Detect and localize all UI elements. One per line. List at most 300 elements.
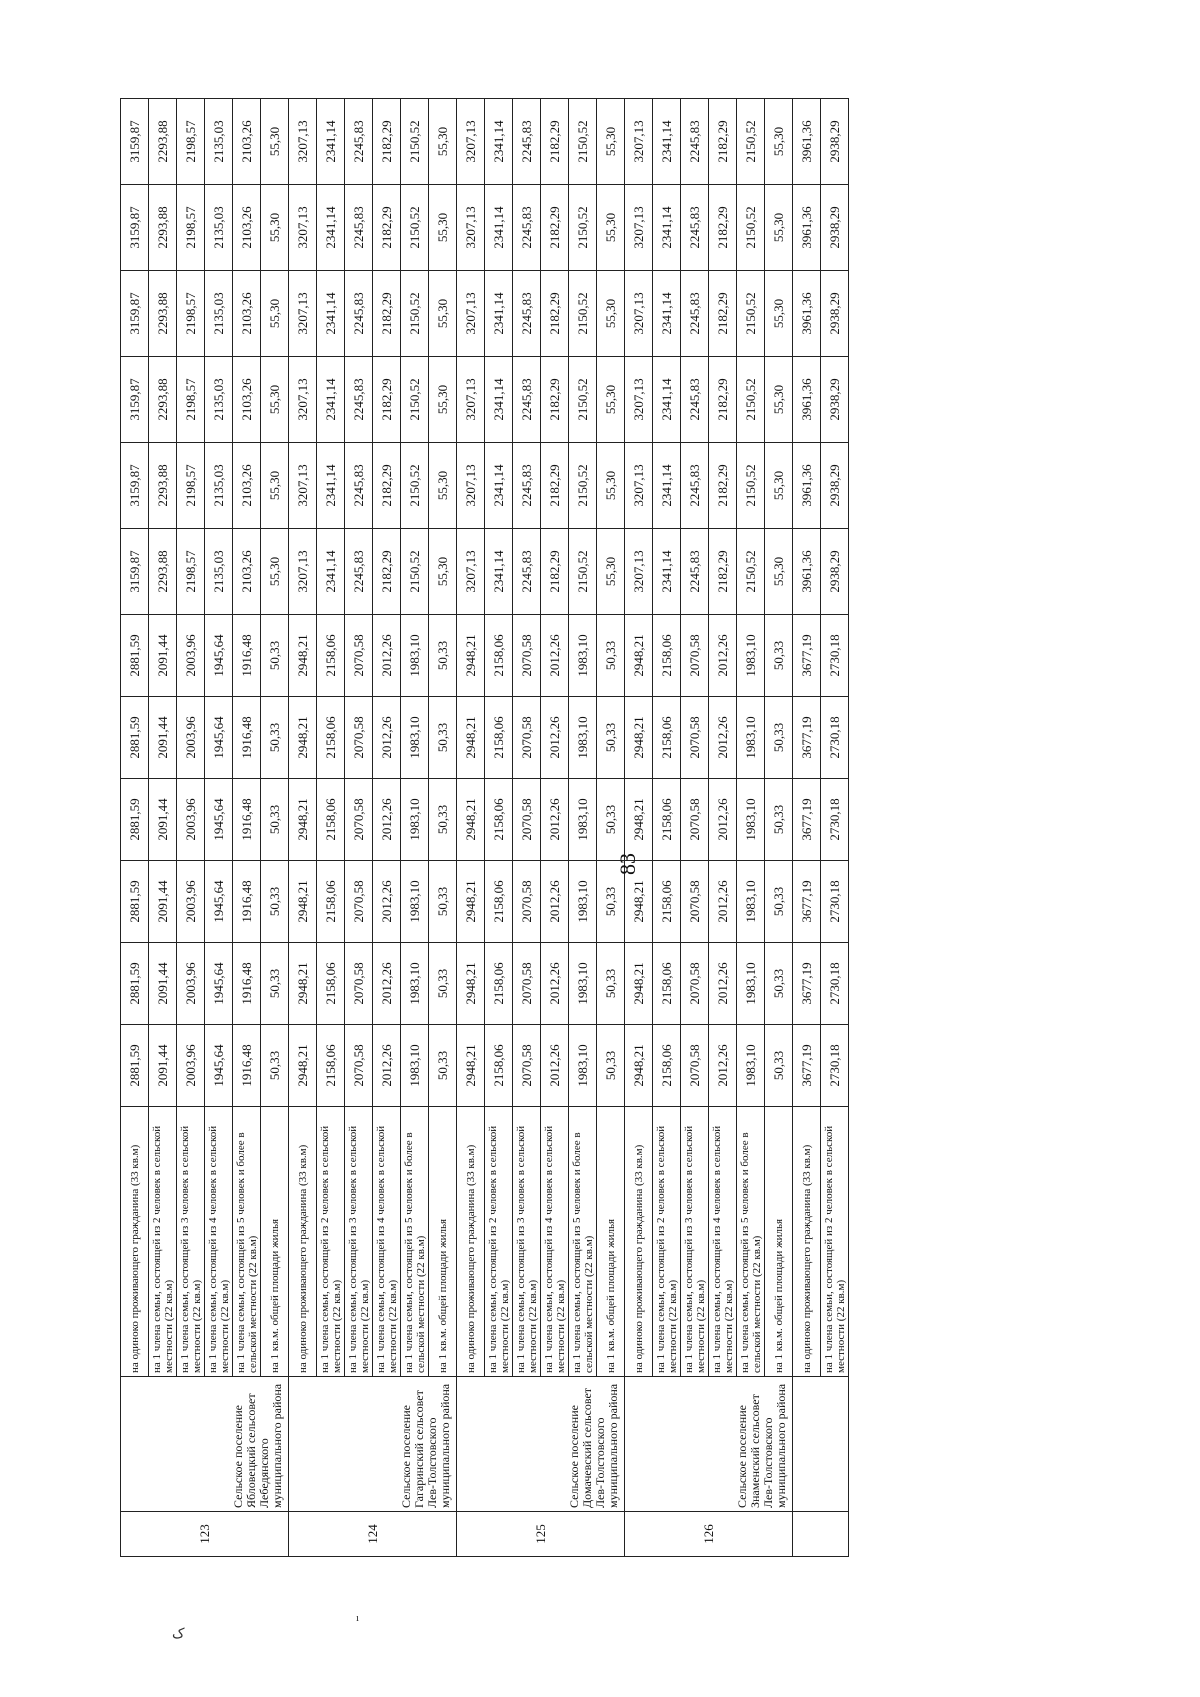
table-row	[821, 99, 849, 1557]
value-cell: 2150,52	[401, 443, 429, 529]
value-cell: 1983,10	[401, 861, 429, 943]
row-description: на 1 кв.м. общей площади жилья	[429, 1107, 457, 1377]
table-row	[541, 99, 569, 1557]
value-cell: 2150,52	[737, 271, 765, 357]
value-cell: 2091,44	[149, 615, 177, 697]
value-cell: 2003,96	[177, 861, 205, 943]
value-cell: 2070,58	[513, 943, 541, 1025]
value-cell: 2730,18	[821, 861, 849, 943]
value-cell: 2150,52	[401, 185, 429, 271]
value-cell: 2245,83	[345, 271, 373, 357]
value-cell: 2070,58	[681, 1025, 709, 1107]
value-cell: 2158,06	[317, 615, 345, 697]
value-cell: 2070,58	[345, 861, 373, 943]
value-cell: 55,30	[597, 271, 625, 357]
value-cell: 2150,52	[737, 99, 765, 185]
value-cell: 2182,29	[541, 185, 569, 271]
value-cell: 2158,06	[485, 861, 513, 943]
value-cell: 2948,21	[625, 697, 653, 779]
value-cell: 55,30	[765, 99, 793, 185]
value-cell: 2948,21	[289, 861, 317, 943]
value-cell: 2158,06	[653, 1025, 681, 1107]
value-cell: 2293,88	[149, 529, 177, 615]
value-cell: 55,30	[261, 185, 289, 271]
value-cell: 2012,26	[373, 615, 401, 697]
table-row	[261, 99, 289, 1557]
value-cell: 2070,58	[345, 943, 373, 1025]
value-cell: 2182,29	[373, 99, 401, 185]
value-cell: 3207,13	[457, 357, 485, 443]
value-cell: 2070,58	[513, 697, 541, 779]
settlement-name	[793, 1377, 849, 1512]
value-cell: 2245,83	[681, 529, 709, 615]
value-cell: 2158,06	[317, 1025, 345, 1107]
value-cell: 2948,21	[289, 1025, 317, 1107]
value-cell: 2245,83	[681, 271, 709, 357]
row-description: на 1 члена семьи, состоящей из 2 человек в сельской местности (22 кв.м)	[149, 1107, 177, 1377]
value-cell: 50,33	[429, 697, 457, 779]
row-description: на 1 члена семьи, состоящей из 5 человек и более в сельской местности (22 кв.м)	[737, 1107, 765, 1377]
value-cell: 2003,96	[177, 779, 205, 861]
value-cell: 2103,26	[233, 443, 261, 529]
value-cell: 2150,52	[569, 185, 597, 271]
value-cell: 1945,64	[205, 697, 233, 779]
value-cell: 2948,21	[289, 615, 317, 697]
value-cell: 1983,10	[569, 697, 597, 779]
value-cell: 1983,10	[401, 943, 429, 1025]
value-cell: 1983,10	[401, 615, 429, 697]
value-cell: 55,30	[261, 443, 289, 529]
value-cell: 2091,44	[149, 861, 177, 943]
value-cell: 1983,10	[569, 861, 597, 943]
value-cell: 2730,18	[821, 615, 849, 697]
value-cell: 2341,14	[485, 357, 513, 443]
value-cell: 2948,21	[457, 861, 485, 943]
value-cell: 2012,26	[709, 779, 737, 861]
value-cell: 2938,29	[821, 99, 849, 185]
row-description: на одиноко проживающего гражданина (33 кв.м)	[289, 1107, 317, 1377]
value-cell: 2158,06	[653, 697, 681, 779]
row-description: на 1 члена семьи, состоящей из 5 человек и более в сельской местности (22 кв.м)	[401, 1107, 429, 1377]
value-cell: 2948,21	[625, 861, 653, 943]
table-row	[765, 99, 793, 1557]
value-cell: 1945,64	[205, 1025, 233, 1107]
settlement-index: 123	[121, 1512, 289, 1557]
value-cell: 2070,58	[345, 1025, 373, 1107]
value-cell: 55,30	[261, 99, 289, 185]
value-cell: 2135,03	[205, 357, 233, 443]
value-cell: 2341,14	[317, 443, 345, 529]
value-cell: 1916,48	[233, 861, 261, 943]
value-cell: 2341,14	[653, 271, 681, 357]
value-cell: 1983,10	[569, 779, 597, 861]
value-cell: 2012,26	[709, 943, 737, 1025]
value-cell: 2948,21	[457, 615, 485, 697]
value-cell: 2948,21	[625, 943, 653, 1025]
value-cell: 2245,83	[345, 529, 373, 615]
value-cell: 2158,06	[317, 779, 345, 861]
value-cell: 1983,10	[737, 943, 765, 1025]
value-cell: 55,30	[765, 357, 793, 443]
value-cell: 1916,48	[233, 615, 261, 697]
value-cell: 2003,96	[177, 697, 205, 779]
value-cell: 2341,14	[317, 357, 345, 443]
value-cell: 55,30	[429, 99, 457, 185]
value-cell: 55,30	[765, 271, 793, 357]
row-description: на 1 члена семьи, состоящей из 3 человек в сельской местности (22 кв.м)	[681, 1107, 709, 1377]
table-row	[317, 99, 345, 1557]
value-cell: 55,30	[765, 529, 793, 615]
value-cell: 3677,19	[793, 697, 821, 779]
value-cell: 1916,48	[233, 779, 261, 861]
value-cell: 55,30	[597, 357, 625, 443]
value-cell: 2948,21	[289, 943, 317, 1025]
value-cell: 2948,21	[289, 779, 317, 861]
value-cell: 2150,52	[569, 99, 597, 185]
value-cell: 3159,87	[121, 99, 149, 185]
value-cell: 2091,44	[149, 779, 177, 861]
value-cell: 2293,88	[149, 443, 177, 529]
value-cell: 2182,29	[373, 529, 401, 615]
value-cell: 2198,57	[177, 443, 205, 529]
value-cell: 2070,58	[513, 779, 541, 861]
table-row	[121, 99, 149, 1557]
table-row	[625, 99, 653, 1557]
value-cell: 50,33	[261, 1025, 289, 1107]
value-cell: 50,33	[261, 779, 289, 861]
value-cell: 2293,88	[149, 357, 177, 443]
value-cell: 2341,14	[653, 185, 681, 271]
row-description: на 1 кв.м. общей площади жилья	[261, 1107, 289, 1377]
value-cell: 2730,18	[821, 1025, 849, 1107]
value-cell: 2182,29	[541, 271, 569, 357]
value-cell: 2948,21	[289, 697, 317, 779]
value-cell: 55,30	[261, 271, 289, 357]
value-cell: 2245,83	[513, 185, 541, 271]
value-cell: 2881,59	[121, 615, 149, 697]
value-cell: 2012,26	[541, 943, 569, 1025]
value-cell: 2135,03	[205, 271, 233, 357]
value-cell: 50,33	[261, 697, 289, 779]
value-cell: 2341,14	[653, 443, 681, 529]
value-cell: 2012,26	[541, 615, 569, 697]
value-cell: 2150,52	[569, 357, 597, 443]
value-cell: 2012,26	[709, 697, 737, 779]
value-cell: 2341,14	[485, 529, 513, 615]
value-cell: 1945,64	[205, 943, 233, 1025]
value-cell: 3207,13	[457, 271, 485, 357]
value-cell: 2150,52	[569, 529, 597, 615]
table-row	[289, 99, 317, 1557]
value-cell: 2938,29	[821, 443, 849, 529]
value-cell: 3207,13	[625, 357, 653, 443]
value-cell: 2198,57	[177, 271, 205, 357]
settlement-name: Сельское поселение Гагаринский сельсовет Лев-Толстовского муниципального района	[289, 1377, 457, 1512]
value-cell: 1983,10	[401, 697, 429, 779]
value-cell: 3207,13	[625, 271, 653, 357]
value-cell: 2091,44	[149, 697, 177, 779]
value-cell: 2948,21	[625, 615, 653, 697]
value-cell: 2938,29	[821, 271, 849, 357]
value-cell: 3207,13	[289, 185, 317, 271]
value-cell: 2150,52	[737, 185, 765, 271]
value-cell: 2245,83	[345, 185, 373, 271]
value-cell: 2135,03	[205, 185, 233, 271]
value-cell: 2881,59	[121, 943, 149, 1025]
row-description: на 1 члена семьи, состоящей из 2 человек в сельской местности (22 кв.м)	[821, 1107, 849, 1377]
value-cell: 2103,26	[233, 185, 261, 271]
value-cell: 2182,29	[373, 271, 401, 357]
value-cell: 50,33	[261, 861, 289, 943]
row-description: на 1 члена семьи, состоящей из 4 человек в сельской местности (22 кв.м)	[541, 1107, 569, 1377]
value-cell: 2245,83	[681, 357, 709, 443]
value-cell: 2135,03	[205, 529, 233, 615]
value-cell: 55,30	[597, 529, 625, 615]
row-description: на 1 члена семьи, состоящей из 3 человек в сельской местности (22 кв.м)	[177, 1107, 205, 1377]
value-cell: 2182,29	[373, 185, 401, 271]
value-cell: 3159,87	[121, 271, 149, 357]
value-cell: 1983,10	[737, 1025, 765, 1107]
value-cell: 3677,19	[793, 943, 821, 1025]
value-cell: 2881,59	[121, 779, 149, 861]
value-cell: 3677,19	[793, 861, 821, 943]
value-cell: 2158,06	[485, 697, 513, 779]
value-cell: 3159,87	[121, 357, 149, 443]
value-cell: 2070,58	[681, 615, 709, 697]
value-cell: 2182,29	[709, 529, 737, 615]
value-cell: 2103,26	[233, 357, 261, 443]
value-cell: 3961,36	[793, 271, 821, 357]
value-cell: 2245,83	[345, 99, 373, 185]
value-cell: 2938,29	[821, 529, 849, 615]
value-cell: 2948,21	[457, 779, 485, 861]
value-cell: 50,33	[597, 779, 625, 861]
settlement-index: 125	[457, 1512, 625, 1557]
value-cell: 3961,36	[793, 357, 821, 443]
value-cell: 50,33	[597, 615, 625, 697]
value-cell: 2341,14	[317, 271, 345, 357]
row-description: на 1 члена семьи, состоящей из 5 человек и более в сельской местности (22 кв.м)	[569, 1107, 597, 1377]
value-cell: 2135,03	[205, 443, 233, 529]
value-cell: 2245,83	[513, 529, 541, 615]
value-cell: 2012,26	[373, 861, 401, 943]
value-cell: 2182,29	[709, 357, 737, 443]
value-cell: 2103,26	[233, 271, 261, 357]
value-cell: 2182,29	[541, 529, 569, 615]
table-row	[401, 99, 429, 1557]
value-cell: 3207,13	[289, 99, 317, 185]
value-cell: 2158,06	[485, 1025, 513, 1107]
value-cell: 2158,06	[485, 779, 513, 861]
value-cell: 2070,58	[513, 615, 541, 697]
row-description: на одиноко проживающего гражданина (33 кв.м)	[793, 1107, 821, 1377]
value-cell: 3207,13	[457, 99, 485, 185]
value-cell: 50,33	[597, 1025, 625, 1107]
value-cell: 2198,57	[177, 529, 205, 615]
value-cell: 1945,64	[205, 779, 233, 861]
settlement-index: 124	[289, 1512, 457, 1557]
value-cell: 50,33	[765, 697, 793, 779]
value-cell: 2182,29	[541, 99, 569, 185]
value-cell: 50,33	[429, 861, 457, 943]
value-cell: 3207,13	[289, 443, 317, 529]
value-cell: 1916,48	[233, 1025, 261, 1107]
value-cell: 50,33	[597, 943, 625, 1025]
value-cell: 2003,96	[177, 943, 205, 1025]
table-row	[233, 99, 261, 1557]
value-cell: 1983,10	[401, 779, 429, 861]
value-cell: 2070,58	[681, 861, 709, 943]
value-cell: 3961,36	[793, 185, 821, 271]
value-cell: 55,30	[597, 185, 625, 271]
value-cell: 2012,26	[709, 1025, 737, 1107]
value-cell: 2158,06	[317, 861, 345, 943]
value-cell: 2150,52	[401, 99, 429, 185]
table-row	[737, 99, 765, 1557]
table-row	[429, 99, 457, 1557]
table-row	[793, 99, 821, 1557]
value-cell: 3961,36	[793, 443, 821, 529]
value-cell: 1983,10	[569, 1025, 597, 1107]
value-cell: 2091,44	[149, 943, 177, 1025]
value-cell: 2245,83	[513, 357, 541, 443]
value-cell: 55,30	[597, 443, 625, 529]
row-description: на 1 члена семьи, состоящей из 2 человек в сельской местности (22 кв.м)	[485, 1107, 513, 1377]
value-cell: 2245,83	[681, 99, 709, 185]
value-cell: 50,33	[429, 779, 457, 861]
value-cell: 2012,26	[373, 1025, 401, 1107]
value-cell: 50,33	[597, 861, 625, 943]
row-description: на 1 члена семьи, состоящей из 2 человек в сельской местности (22 кв.м)	[317, 1107, 345, 1377]
table-row	[457, 99, 485, 1557]
table-row	[485, 99, 513, 1557]
value-cell: 3207,13	[457, 185, 485, 271]
value-cell: 2150,52	[401, 357, 429, 443]
value-cell: 2158,06	[485, 943, 513, 1025]
value-cell: 3677,19	[793, 779, 821, 861]
value-cell: 2881,59	[121, 861, 149, 943]
value-cell: 2150,52	[569, 271, 597, 357]
value-cell: 2198,57	[177, 357, 205, 443]
value-cell: 2070,58	[513, 1025, 541, 1107]
value-cell: 1983,10	[569, 615, 597, 697]
value-cell: 3207,13	[289, 357, 317, 443]
value-cell: 2341,14	[653, 529, 681, 615]
value-cell: 2198,57	[177, 185, 205, 271]
value-cell: 3207,13	[289, 529, 317, 615]
row-description: на 1 кв.м. общей площади жилья	[597, 1107, 625, 1377]
row-description: на 1 кв.м. общей площади жилья	[765, 1107, 793, 1377]
value-cell: 2003,96	[177, 1025, 205, 1107]
table-row	[597, 99, 625, 1557]
value-cell: 50,33	[765, 1025, 793, 1107]
value-cell: 2948,21	[625, 1025, 653, 1107]
rotated-table-container	[120, 117, 1125, 1557]
table-row	[149, 99, 177, 1557]
value-cell: 2070,58	[681, 697, 709, 779]
value-cell: 2881,59	[121, 697, 149, 779]
value-cell: 55,30	[429, 185, 457, 271]
value-cell: 2341,14	[485, 99, 513, 185]
value-cell: 2012,26	[541, 697, 569, 779]
value-cell: 2245,83	[345, 357, 373, 443]
value-cell: 1945,64	[205, 615, 233, 697]
value-cell: 2158,06	[653, 615, 681, 697]
value-cell: 1983,10	[737, 861, 765, 943]
value-cell: 50,33	[597, 697, 625, 779]
value-cell: 3159,87	[121, 443, 149, 529]
value-cell: 3207,13	[625, 529, 653, 615]
value-cell: 2341,14	[317, 529, 345, 615]
value-cell: 3207,13	[625, 443, 653, 529]
table-row	[345, 99, 373, 1557]
value-cell: 2103,26	[233, 99, 261, 185]
value-cell: 2341,14	[485, 271, 513, 357]
value-cell: 2182,29	[709, 99, 737, 185]
value-cell: 1983,10	[737, 697, 765, 779]
value-cell: 1983,10	[569, 943, 597, 1025]
value-cell: 2730,18	[821, 697, 849, 779]
value-cell: 2245,83	[345, 443, 373, 529]
table-row	[373, 99, 401, 1557]
value-cell: 2293,88	[149, 271, 177, 357]
value-cell: 2150,52	[737, 443, 765, 529]
value-cell: 3159,87	[121, 185, 149, 271]
value-cell: 2948,21	[457, 1025, 485, 1107]
value-cell: 2070,58	[345, 615, 373, 697]
value-cell: 55,30	[429, 271, 457, 357]
value-cell: 2341,14	[317, 99, 345, 185]
row-description: на одиноко проживающего гражданина (33 кв.м)	[457, 1107, 485, 1377]
value-cell: 2341,14	[653, 357, 681, 443]
value-cell: 2948,21	[625, 779, 653, 861]
settlement-index: 126	[625, 1512, 793, 1557]
value-cell: 2150,52	[737, 357, 765, 443]
value-cell: 55,30	[261, 357, 289, 443]
value-cell: 2293,88	[149, 185, 177, 271]
value-cell: 1983,10	[737, 779, 765, 861]
table-row	[569, 99, 597, 1557]
value-cell: 2182,29	[709, 185, 737, 271]
value-cell: 1916,48	[233, 943, 261, 1025]
value-cell: 55,30	[429, 529, 457, 615]
value-cell: 2245,83	[513, 443, 541, 529]
value-cell: 55,30	[429, 357, 457, 443]
row-description: на 1 члена семьи, состоящей из 3 человек в сельской местности (22 кв.м)	[513, 1107, 541, 1377]
value-cell: 3677,19	[793, 1025, 821, 1107]
value-cell: 2070,58	[681, 943, 709, 1025]
scan-mark: ک	[172, 1627, 185, 1642]
row-description: на 1 члена семьи, состоящей из 4 человек в сельской местности (22 кв.м)	[205, 1107, 233, 1377]
value-cell: 50,33	[765, 779, 793, 861]
value-cell: 2070,58	[513, 861, 541, 943]
value-cell: 2012,26	[709, 615, 737, 697]
value-cell: 2150,52	[569, 443, 597, 529]
value-cell: 2103,26	[233, 529, 261, 615]
settlement-name: Сельское поселение Домачевский сельсовет Лев-Толстовского муниципального района	[457, 1377, 625, 1512]
value-cell: 50,33	[429, 615, 457, 697]
value-cell: 2245,83	[513, 99, 541, 185]
table-row	[653, 99, 681, 1557]
value-cell: 2012,26	[709, 861, 737, 943]
scan-mark-small: ı	[356, 1612, 360, 1624]
value-cell: 2730,18	[821, 943, 849, 1025]
value-cell: 2012,26	[541, 1025, 569, 1107]
value-cell: 2948,21	[457, 943, 485, 1025]
value-cell: 2182,29	[709, 271, 737, 357]
value-cell: 2341,14	[485, 185, 513, 271]
value-cell: 2341,14	[317, 185, 345, 271]
